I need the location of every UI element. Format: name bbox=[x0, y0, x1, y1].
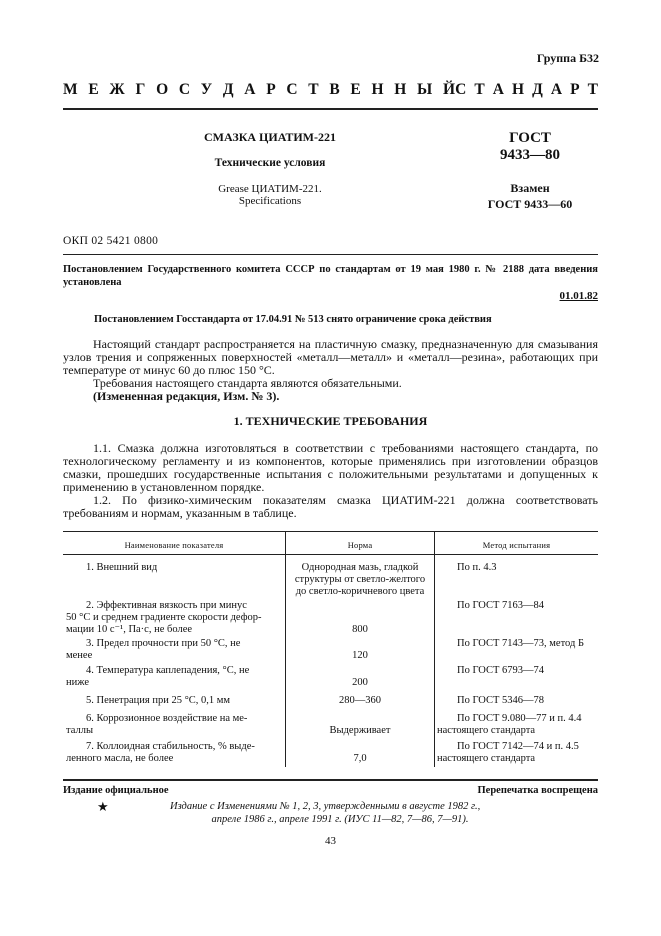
amendment-note: (Измененная редакция, Изм. № 3). bbox=[93, 389, 280, 403]
english-title: Grease ЦИАТИМ-221. bbox=[218, 183, 322, 195]
banner-letter: Н bbox=[512, 81, 525, 98]
table-header-rule bbox=[63, 554, 598, 555]
table-cell-method bbox=[437, 600, 595, 612]
table-cell-norm-line: до светло-коричневого цвета bbox=[295, 586, 425, 597]
gost-designation bbox=[470, 130, 590, 164]
edition-note-line-1: Издание с Изменениями № 1, 2, 3, утвержденными в августе 1982 г., bbox=[170, 801, 481, 812]
table-cell-method bbox=[437, 741, 595, 765]
table-cell-indicator bbox=[66, 713, 280, 737]
table-cell-norm-line: 7,0 bbox=[353, 753, 367, 764]
table-header-norm: Норма bbox=[347, 540, 373, 550]
table-cell-norm-line: 120 bbox=[352, 650, 368, 661]
table-cell-indicator bbox=[66, 665, 280, 689]
table-cell-method-line: По ГОСТ 7143—73, метод Б bbox=[457, 638, 584, 649]
banner-letter: А bbox=[492, 81, 504, 98]
table-top-rule bbox=[63, 531, 598, 532]
table-cell-indicator-line: 5. Пенетрация при 25 °С, 0,1 мм bbox=[86, 695, 231, 706]
star-icon: ★ bbox=[97, 799, 109, 814]
table-cell-indicator-line: 2. Эффективная вязкость при минус bbox=[86, 600, 247, 611]
replaces-value: ГОСТ 9433—60 bbox=[487, 197, 573, 211]
banner-letter: Е bbox=[88, 81, 99, 98]
banner-letter: Р bbox=[570, 81, 580, 98]
decree-limit-removed: Постановлением Госстандарта от 17.04.91 № 513 снято ограничение срока действия bbox=[94, 314, 492, 325]
table-cell-norm bbox=[290, 624, 430, 636]
table-col-divider-2 bbox=[434, 531, 435, 767]
okp-code: ОКП 02 5421 0800 bbox=[63, 235, 159, 247]
table-cell-method-line: По ГОСТ 9.080—77 и п. 4.4 bbox=[457, 713, 582, 724]
table-cell-norm-line: Однородная мазь, гладкой bbox=[301, 562, 419, 573]
table-cell-norm bbox=[290, 677, 430, 689]
table-cell-indicator-line: 6. Коррозионное воздействие на ме- bbox=[86, 713, 248, 724]
table-cell-method bbox=[437, 695, 595, 707]
banner-word-standard bbox=[455, 81, 598, 99]
table-cell-method bbox=[437, 562, 595, 574]
table-col-divider-1 bbox=[285, 531, 286, 767]
group-code: Группа Б32 bbox=[536, 51, 599, 65]
banner-letter: Н bbox=[394, 81, 407, 98]
banner-letter: Т bbox=[308, 81, 319, 98]
interstate-standard-banner bbox=[63, 81, 598, 99]
table-cell-indicator-line: 4. Температура каплепадения, °С, не bbox=[86, 665, 250, 676]
table-cell-indicator-line: мации 10 с⁻¹, Па·с, не более bbox=[66, 624, 193, 635]
table-header-method: Метод испытания bbox=[482, 540, 551, 550]
table-cell-indicator bbox=[66, 562, 280, 574]
banner-letter: Д bbox=[532, 81, 543, 98]
table-header-indicator: Наименование показателя bbox=[124, 540, 224, 550]
section-title: 1. ТЕХНИЧЕСКИЕ ТРЕБОВАНИЯ bbox=[233, 414, 428, 428]
table-cell-method bbox=[437, 713, 595, 737]
banner-letter: О bbox=[156, 81, 169, 98]
table-cell-method-line: По ГОСТ 7163—84 bbox=[457, 600, 545, 611]
banner-letter: Р bbox=[266, 81, 276, 98]
table-cell-indicator-line: 7. Коллоидная стабильность, % выде- bbox=[86, 741, 255, 752]
clause-1-2: 1.2. По физико-химическим показателям смазка ЦИАТИМ-221 должна соответствовать требованиям и нормам, указанным в таблице. bbox=[63, 493, 598, 520]
table-cell-indicator bbox=[66, 741, 280, 765]
table-cell-indicator-line: менее bbox=[66, 650, 93, 661]
table-cell-method bbox=[437, 665, 595, 677]
table-cell-method-line: По п. 4.3 bbox=[457, 562, 497, 573]
okp-rule bbox=[63, 254, 598, 255]
header-rule bbox=[63, 108, 598, 110]
table-cell-method bbox=[437, 638, 595, 650]
table-cell-norm bbox=[290, 562, 430, 598]
banner-letter: Д bbox=[222, 81, 234, 98]
table-cell-method-line: По ГОСТ 7142—74 и п. 4.5 bbox=[457, 741, 579, 752]
table-cell-method-line: По ГОСТ 6793—74 bbox=[457, 665, 545, 676]
table-cell-method-line: настоящего стандарта bbox=[437, 725, 536, 736]
table-cell-indicator bbox=[66, 695, 280, 707]
banner-letter: У bbox=[200, 81, 213, 98]
table-cell-method-line: По ГОСТ 5346—78 bbox=[457, 695, 545, 706]
banner-letter: Е bbox=[350, 81, 361, 98]
table-cell-norm bbox=[290, 725, 430, 737]
clause-1-1: 1.1. Смазка должна изготовляться в соответствии с требованиями настоящего стандарта, по технологическому регламенту и из компонентов, которые применялись при изготовлении образцов смазки, прошедших государственные испытания с положительными результатами и допущенных к применению в установленном порядке. bbox=[63, 441, 598, 494]
table-cell-method-line: настоящего стандарта bbox=[437, 753, 536, 764]
banner-letter: Н bbox=[371, 81, 384, 98]
reprint-prohibited: Перепечатка воспрещена bbox=[477, 785, 598, 796]
footer-rule bbox=[63, 779, 598, 781]
banner-letter: Т bbox=[474, 81, 485, 98]
official-edition: Издание официальное bbox=[63, 785, 169, 796]
intro-date: 01.01.82 bbox=[559, 290, 598, 302]
table-cell-indicator-line: 50 °С и среднем градиенте скорости дефор- bbox=[66, 612, 262, 623]
gost-label: ГОСТ bbox=[509, 130, 551, 146]
english-subtitle: Specifications bbox=[238, 195, 302, 207]
table-cell-norm bbox=[290, 753, 430, 765]
table-cell-norm-line: структуры от светло-желтого bbox=[294, 574, 426, 585]
banner-letter: Ы bbox=[417, 81, 433, 98]
table-cell-indicator-line: 1. Внешний вид bbox=[86, 562, 158, 573]
decree-text: Постановлением Государственного комитета СССР по стандартам от 19 мая 1980 г. № 2188 дата введения установлена bbox=[63, 264, 598, 288]
banner-letter: С bbox=[178, 81, 191, 98]
table-cell-norm-line: 280—360 bbox=[339, 695, 381, 706]
table-cell-indicator bbox=[66, 600, 280, 636]
table-cell-indicator-line: таллы bbox=[66, 725, 94, 736]
banner-letter: А bbox=[244, 81, 256, 98]
table-cell-norm-line: Выдерживает bbox=[329, 725, 391, 736]
scope-paragraph: Настоящий стандарт распространяется на пластичную смазку, предназначенную для смазывания узлов трения и сопряженных поверхностей «металл—металл» и «металл—резина», работающих при температуре от минус 60 до плюс 150 °С. bbox=[63, 337, 598, 377]
document-subtitle: Технические условия bbox=[214, 157, 326, 169]
replaces-label: Взамен bbox=[510, 181, 550, 195]
table-cell-indicator-line: 3. Предел прочности при 50 °С, не bbox=[86, 638, 241, 649]
table-cell-indicator bbox=[66, 638, 280, 662]
table-cell-norm bbox=[290, 695, 430, 707]
page-number: 43 bbox=[325, 835, 336, 847]
banner-letter: М bbox=[63, 81, 78, 98]
banner-letter: Г bbox=[135, 81, 146, 98]
table-cell-indicator-line: ленного масла, не более bbox=[66, 753, 174, 764]
banner-letter: В bbox=[329, 81, 340, 98]
banner-letter: Т bbox=[587, 81, 598, 98]
table-cell-norm bbox=[290, 650, 430, 662]
table-cell-indicator-line: ниже bbox=[66, 677, 90, 688]
edition-note-line-2: апреле 1986 г., апреле 1991 г. (ИУС 11—82, 7—86, 7—91). bbox=[211, 814, 469, 825]
banner-word-interstate bbox=[63, 81, 455, 99]
mandatory-paragraph: Требования настоящего стандарта являются обязательными. bbox=[93, 376, 402, 390]
replaces-block bbox=[470, 180, 590, 212]
banner-letter: А bbox=[550, 81, 563, 98]
edition-note bbox=[170, 800, 510, 826]
gost-number: 9433—80 bbox=[500, 147, 560, 163]
table-cell-norm-line: 200 bbox=[352, 677, 368, 688]
banner-letter: С bbox=[286, 81, 298, 98]
banner-letter: С bbox=[455, 81, 467, 98]
banner-letter: Ж bbox=[109, 81, 125, 98]
banner-letter: Й bbox=[443, 81, 456, 98]
document-title: СМАЗКА ЦИАТИМ-221 bbox=[204, 130, 336, 144]
table-cell-norm-line: 800 bbox=[352, 624, 368, 635]
